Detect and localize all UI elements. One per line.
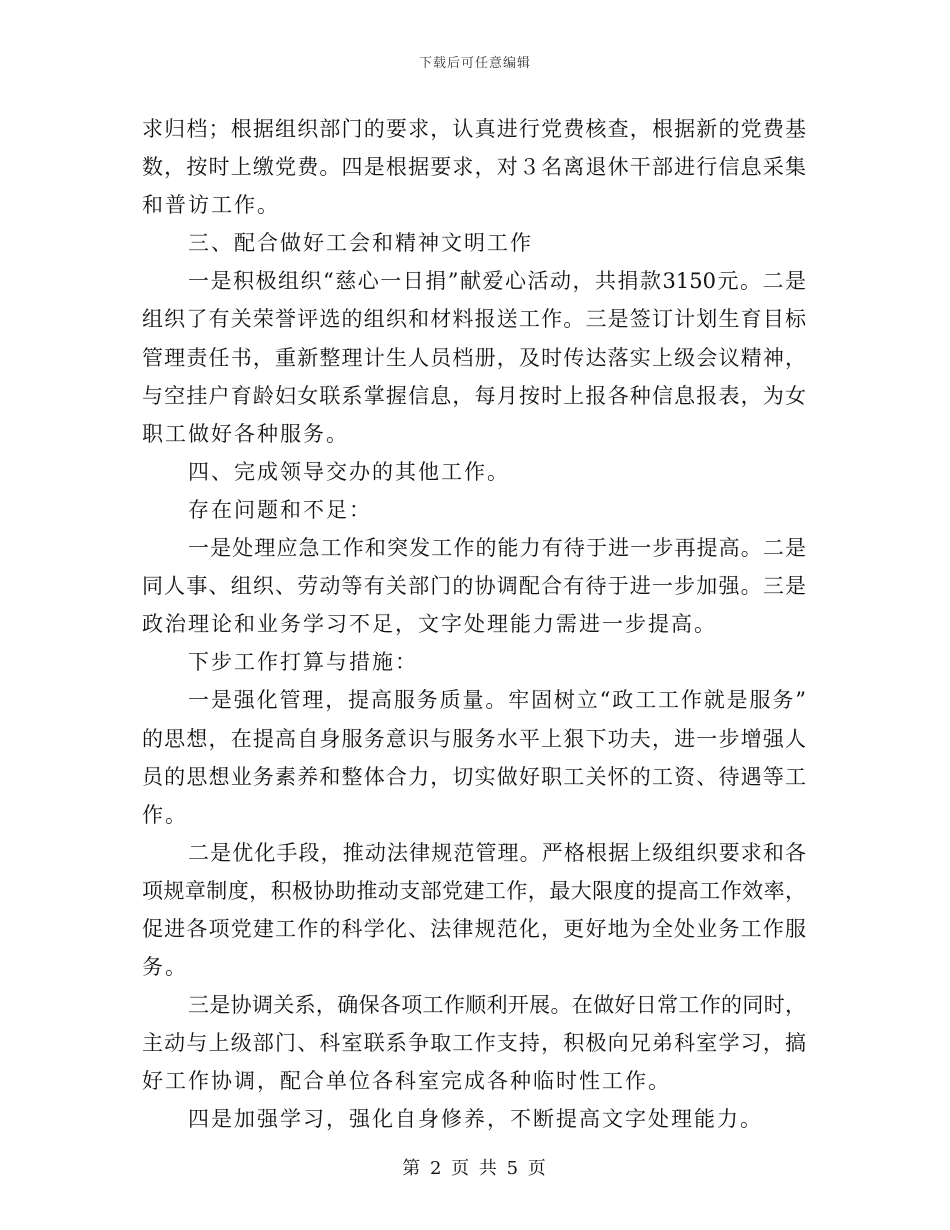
text-line: 同人事、组织、劳动等有关部门的协调配合有待于进一步加强。三是 <box>142 574 806 599</box>
text-line: 政治理论和业务学习不足，文字处理能力需进一步提高。 <box>142 612 717 637</box>
text-line: 一是积极组织“慈心一日捐”献爱心活动，共捐款3150元。二是 <box>188 269 806 294</box>
text-line: 员的思想业务素养和整体合力，切实做好职工关怀的工资、待遇等工 <box>142 764 806 789</box>
text-line: 三是协调关系，确保各项工作顺利开展。在做好日常工作的同时， <box>188 993 806 1018</box>
text-line: 好工作协调，配合单位各科室完成各种临时性工作。 <box>142 1069 671 1094</box>
text-line: 数，按时上缴党费。四是根据要求，对３名离退休干部进行信息采集 <box>142 155 806 180</box>
section-heading: 下步工作打算与措施： <box>188 650 418 675</box>
text-line: 项规章制度，积极协助推动支部党建工作，最大限度的提高工作效率， <box>142 878 806 903</box>
text-line: 管理责任书，重新整理计生人员档册，及时传达落实上级会议精神， <box>142 345 806 370</box>
body-text <box>142 110 806 1139</box>
text-line: 一是强化管理，提高服务质量。牢固树立“政工工作就是服务” <box>188 688 806 713</box>
section-heading: 四、完成领导交办的其他工作。 <box>188 459 510 484</box>
text-line: 四是加强学习，强化自身修养，不断提高文字处理能力。 <box>188 1107 763 1132</box>
text-line: 的思想，在提高自身服务意识与服务水平上狠下功夫，进一步增强人 <box>142 726 806 751</box>
text-line: 组织了有关荣誉评选的组织和材料报送工作。三是签订计划生育目标 <box>142 307 806 332</box>
text-line: 促进各项党建工作的科学化、法律规范化，更好地为全处业务工作服 <box>142 916 806 941</box>
header-note: 下载后可任意编辑 <box>418 56 531 71</box>
page-number-footer: 第 2 页 共 5 页 <box>402 1158 548 1179</box>
text-line: 作。 <box>142 802 188 827</box>
text-line: 一是处理应急工作和突发工作的能力有待于进一步再提高。二是 <box>188 536 806 561</box>
text-line: 主动与上级部门、科室联系争取工作支持，积极向兄弟科室学习，搞 <box>142 1031 806 1056</box>
text-line: 和普访工作。 <box>142 193 280 218</box>
section-heading: 三、配合做好工会和精神文明工作 <box>188 231 533 256</box>
text-line: 与空挂户育龄妇女联系掌握信息，每月按时上报各种信息报表，为女 <box>142 383 806 408</box>
text-line: 务。 <box>142 955 188 980</box>
text-line: 二是优化手段，推动法律规范管理。严格根据上级组织要求和各 <box>188 840 806 865</box>
text-line: 求归档；根据组织部门的要求，认真进行党费核查，根据新的党费基 <box>142 117 806 141</box>
section-heading: 存在问题和不足： <box>188 497 372 522</box>
text-line: 职工做好各种服务。 <box>142 421 349 446</box>
